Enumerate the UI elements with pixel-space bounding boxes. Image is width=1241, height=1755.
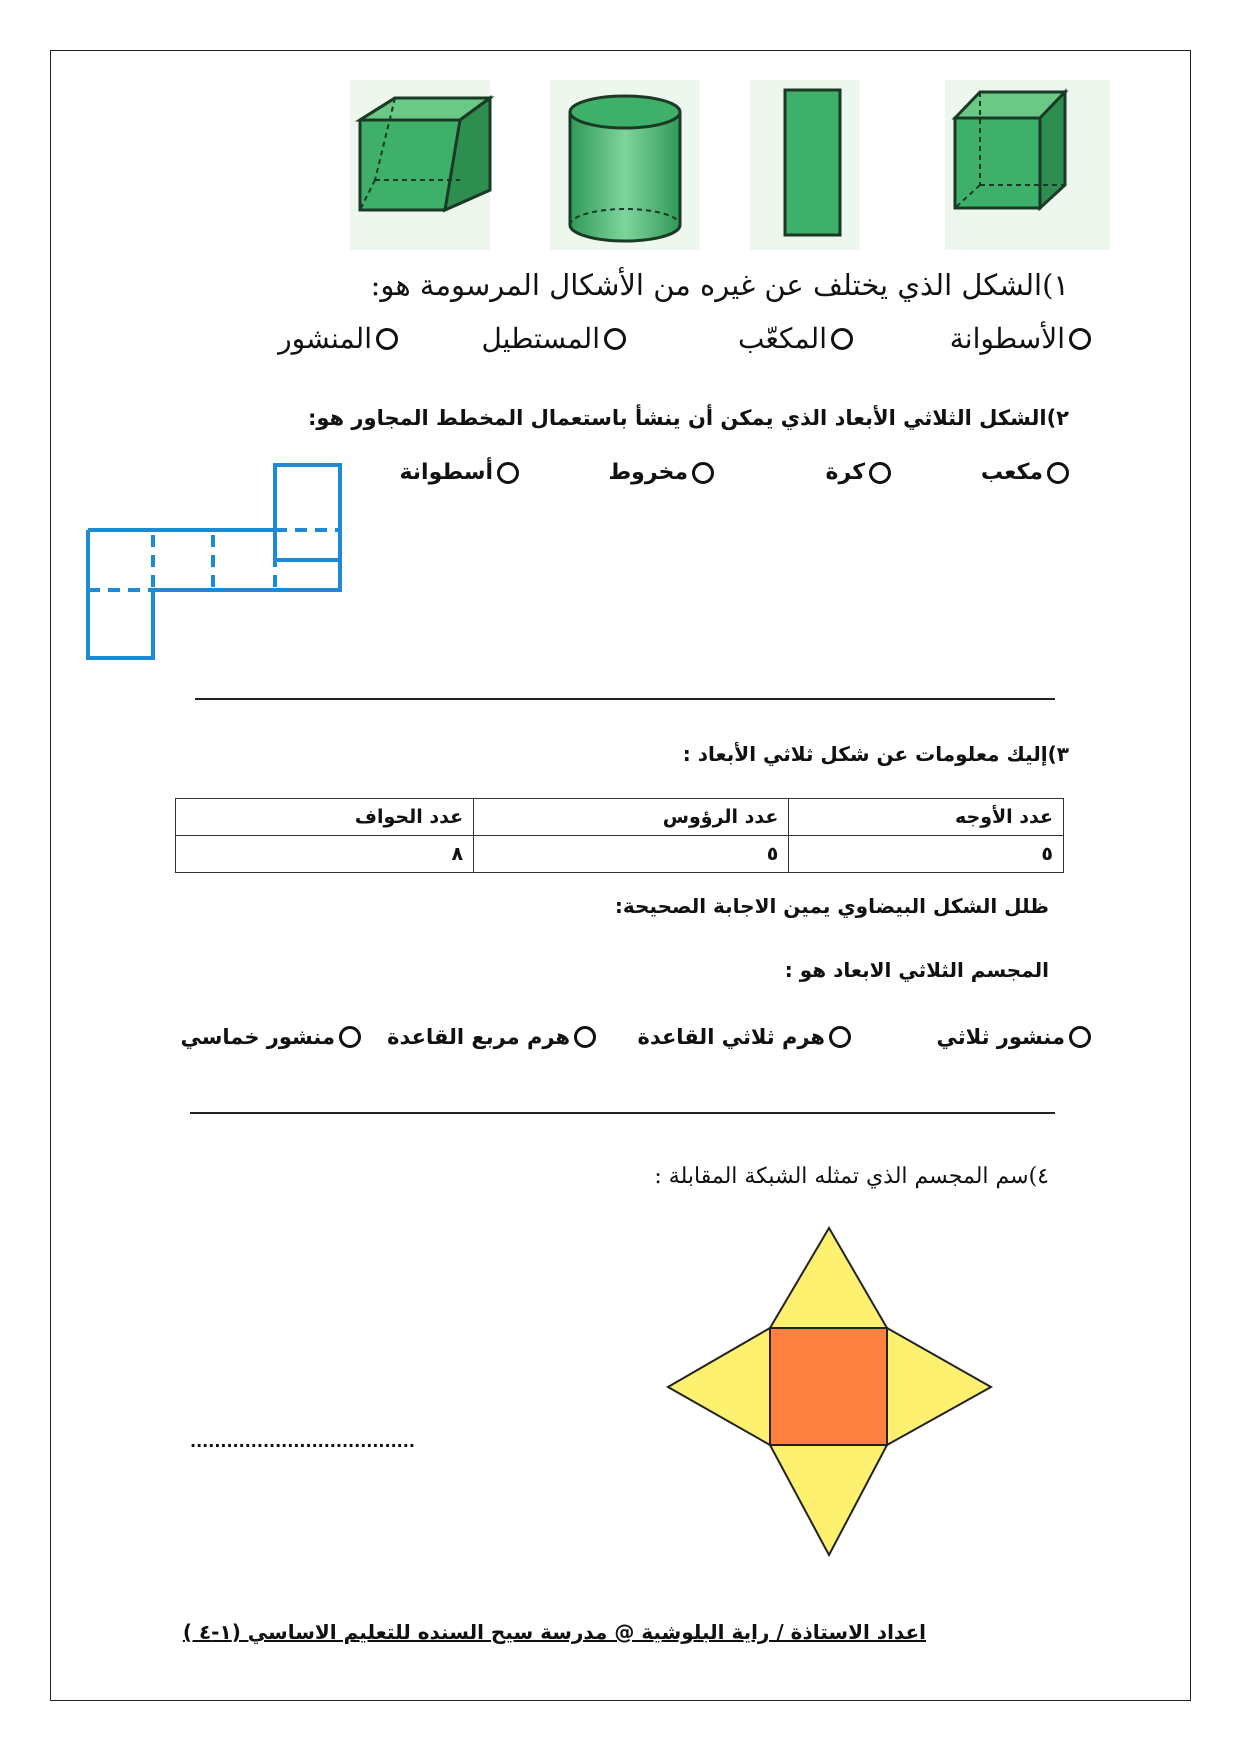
cube-net-diagram xyxy=(85,460,350,670)
q3-instruction: ظلل الشكل البيضاوي يمين الاجابة الصحيحة: xyxy=(614,894,1049,918)
q3-option-square-pyramid[interactable] xyxy=(387,1025,596,1049)
option-label: كرة xyxy=(825,460,865,485)
shapes-row xyxy=(350,80,1110,250)
radio-circle-icon[interactable] xyxy=(1047,462,1069,484)
option-label: مخروط xyxy=(608,460,688,485)
radio-circle-icon[interactable] xyxy=(869,462,891,484)
info-table xyxy=(175,798,1064,873)
table-header-cell: عدد الأوجه xyxy=(789,799,1064,836)
table-header-cell: عدد الحواف xyxy=(176,799,474,836)
rectangle-shape-icon xyxy=(750,80,860,250)
q3-option-pentagonal-prism[interactable] xyxy=(180,1025,361,1049)
q2-option-cone[interactable] xyxy=(608,460,714,485)
table-header-cell: عدد الرؤوس xyxy=(474,799,789,836)
radio-circle-icon[interactable] xyxy=(831,328,853,350)
radio-circle-icon[interactable] xyxy=(1069,1026,1091,1048)
q3-option-triangular-pyramid[interactable] xyxy=(637,1025,851,1049)
q2-prompt: ٢)الشكل الثلاثي الأبعاد الذي يمكن أن ينشأ باستعمال المخطط المجاور هو: xyxy=(307,406,1069,430)
option-label: هرم ثلاثي القاعدة xyxy=(637,1025,825,1049)
table-row xyxy=(176,836,1064,873)
prism-shape-icon xyxy=(350,80,490,250)
q4-answer-line[interactable]: ..................................... xyxy=(190,1432,415,1451)
divider-2 xyxy=(190,1112,1055,1114)
q2-option-cylinder[interactable] xyxy=(399,460,519,485)
q2-option-sphere[interactable] xyxy=(826,460,891,485)
radio-circle-icon[interactable] xyxy=(604,328,626,350)
option-label: مكعب xyxy=(980,460,1043,485)
radio-circle-icon[interactable] xyxy=(829,1026,851,1048)
footer-credit: اعداد الاستاذة / راية البلوشية @ مدرسة سيح السنده للتعليم الاساسي (١-٤ ) xyxy=(182,1620,926,1644)
q4-prompt: ٤)سم المجسم الذي تمثله الشبكة المقابلة : xyxy=(654,1164,1049,1189)
q3-option-triangular-prism[interactable] xyxy=(937,1025,1091,1049)
option-label: أسطوانة xyxy=(399,460,493,485)
q1-option-rectangle[interactable] xyxy=(481,322,626,355)
pyramid-net-diagram xyxy=(665,1225,995,1560)
option-label: هرم مربع القاعدة xyxy=(387,1025,570,1049)
q3-subprompt: المجسم الثلاثي الابعاد هو : xyxy=(784,958,1049,982)
option-label: المنشور xyxy=(278,322,372,355)
option-label: المستطيل xyxy=(481,322,600,355)
q3-prompt: ٣)إليك معلومات عن شكل ثلاثي الأبعاد : xyxy=(682,742,1069,766)
q2-option-cube[interactable] xyxy=(981,460,1069,485)
radio-circle-icon[interactable] xyxy=(497,462,519,484)
table-cell: ٥ xyxy=(789,836,1064,873)
q1-option-cylinder[interactable] xyxy=(950,322,1091,355)
q1-prompt: ١)الشكل الذي يختلف عن غيره من الأشكال المرسومة هو: xyxy=(370,268,1069,302)
cube-shape-icon xyxy=(945,80,1110,250)
option-label: المكعّب xyxy=(738,322,827,355)
q1-option-cube[interactable] xyxy=(738,322,853,355)
radio-circle-icon[interactable] xyxy=(574,1026,596,1048)
divider-1 xyxy=(195,698,1055,700)
radio-circle-icon[interactable] xyxy=(1069,328,1091,350)
option-label: منشور خماسي xyxy=(180,1025,335,1049)
option-label: منشور ثلاثي xyxy=(936,1025,1065,1049)
table-cell: ٥ xyxy=(474,836,789,873)
q1-option-prism[interactable] xyxy=(278,322,398,355)
table-cell: ٨ xyxy=(176,836,474,873)
radio-circle-icon[interactable] xyxy=(339,1026,361,1048)
table-header-row xyxy=(176,799,1064,836)
radio-circle-icon[interactable] xyxy=(376,328,398,350)
cylinder-shape-icon xyxy=(550,80,700,250)
option-label: الأسطوانة xyxy=(949,322,1065,355)
radio-circle-icon[interactable] xyxy=(692,462,714,484)
